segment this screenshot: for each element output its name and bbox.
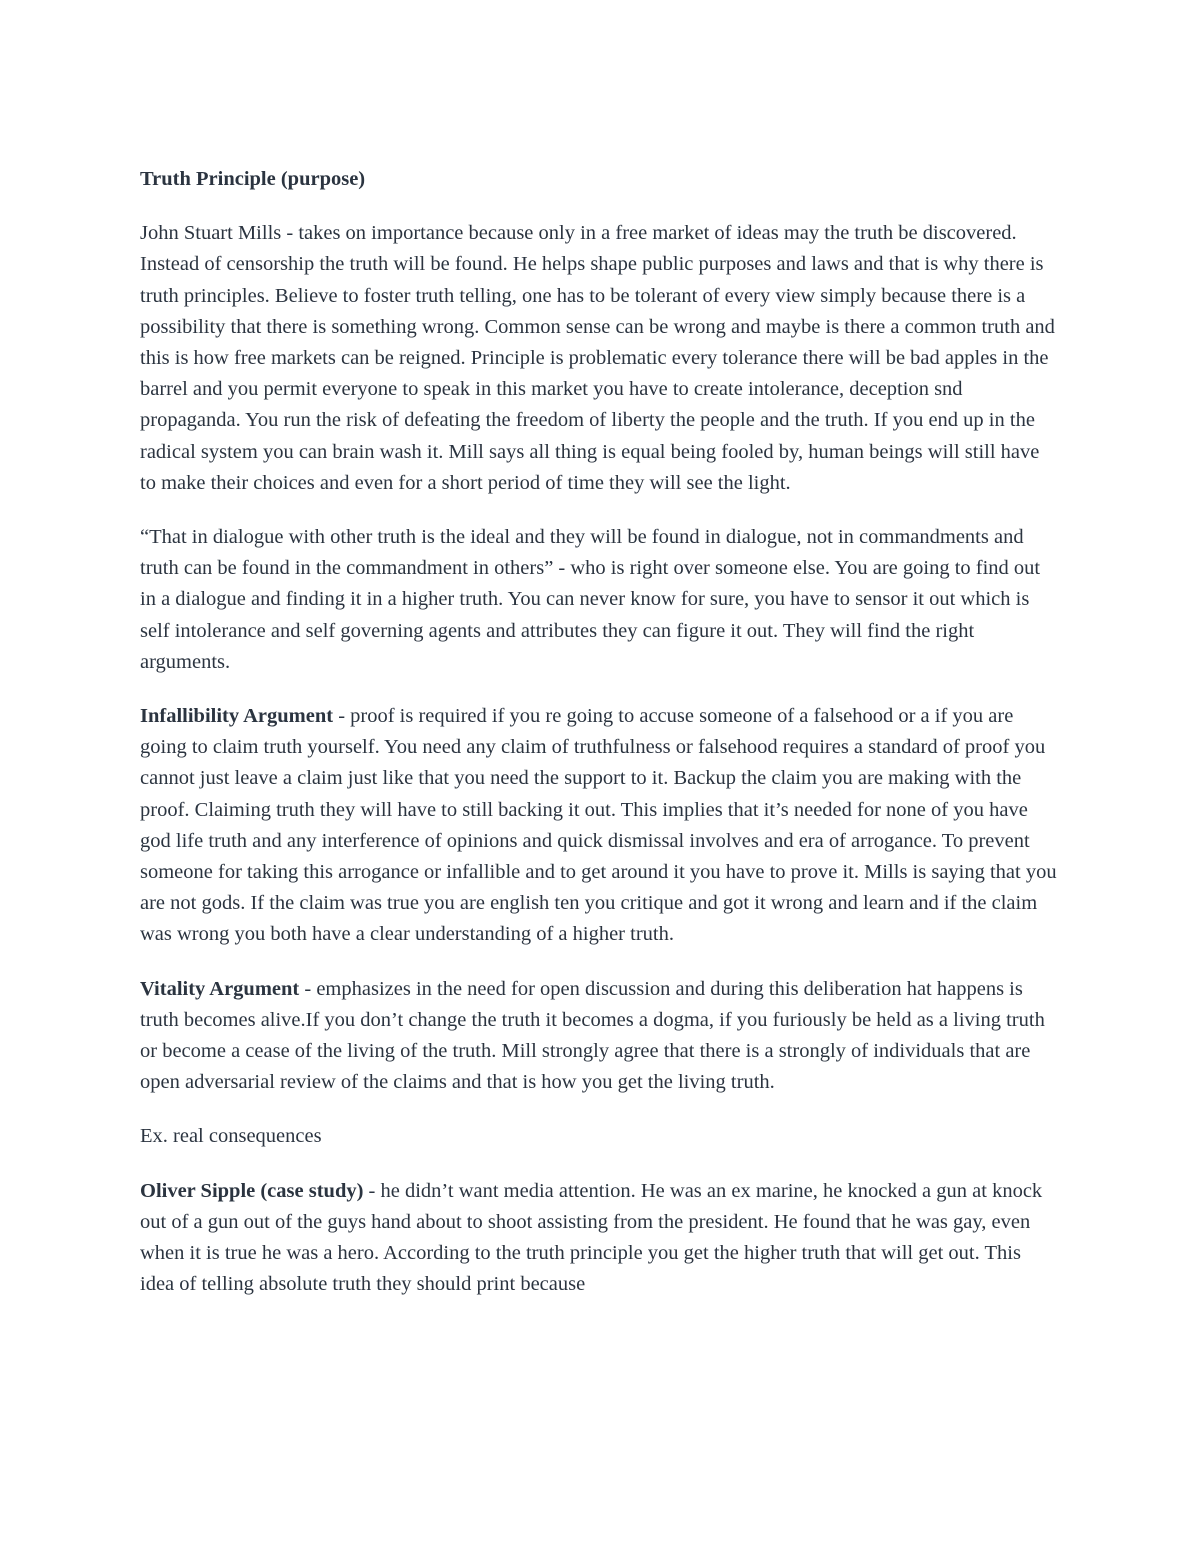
paragraph-example: Ex. real consequences — [140, 1125, 322, 1148]
paragraph-sipple-case — [140, 1176, 1060, 1301]
vitality-text: - emphasizes in the need for open discussion and during this deliberation hat happens is truth becomes alive.If you don’t change the truth it becomes a dogma, if you furiously be held as a living truth or become a cease of the living of the truth. Mill strongly agree that there is a strongly of individuals that are open adversarial review of the claims and that is how you get the living truth. — [140, 977, 1045, 1094]
infallibility-text: - proof is required if you re going to accuse someone of a falsehood or a if you are going to claim truth yourself. You need any claim of truthfulness or falsehood requires a standard of proof you cannot just leave a claim just like that you need the support to it. Backup the claim you are making with the proof. Claiming truth they will have to still backing it out. This implies that it’s needed for none of you have god life truth and any interference of opinions and quick dismissal involves and era of arrogance. To prevent someone for taking this arrogance or infallible and to get around it you have to prove it. Mills is saying that you are not gods. If the claim was true you are english ten you critique and got it wrong and learn and if the claim was wrong you both have a clear understanding of a higher truth. — [140, 705, 1057, 946]
term-oliver-sipple: Oliver Sipple (case study) — [140, 1179, 364, 1202]
paragraph-mills-intro: John Stuart Mills - takes on importance because only in a free market of ideas may the truth be discovered. Instead of censorship the truth will be found. He helps shape public purposes and laws and that is why there is truth principles. Believe to foster truth telling, one has to be tolerant of every view simply because there is a possibility that there is something wrong. Common sense can be wrong and maybe is there a common truth and this is how free markets can be reigned. Principle is problematic every tolerance there will be bad apples in the barrel and you permit everyone to speak in this market you have to create intolerance, deception snd propaganda. You run the risk of defeating the freedom of liberty the people and the truth. If you end up in the radical system you can brain wash it. Mill says all thing is equal being fooled by, human beings will still have to make their choices and even for a short period of time they will see the light. — [140, 222, 1055, 494]
paragraph-dialogue-quote: “That in dialogue with other truth is the ideal and they will be found in dialogue, not in commandments and truth can be found in the commandment in others” - who is right over someone else. You are going to find out in a dialogue and finding it in a higher truth. You can never know for sure, you have to sensor it out which is self intolerance and self governing agents and attributes they can figure it out. They will find the right arguments. — [140, 526, 1041, 673]
section-heading: Truth Principle (purpose) — [140, 168, 366, 190]
paragraph-vitality — [140, 974, 1060, 1099]
paragraph-infallibility — [140, 701, 1060, 951]
term-infallibility-argument: Infallibility Argument — [140, 705, 334, 728]
document-page — [140, 164, 1060, 1324]
term-vitality-argument: Vitality Argument — [140, 977, 300, 1000]
sipple-text: - he didn’t want media attention. He was an ex marine, he knocked a gun at knock out of a gun out of the guys hand about to shoot assisting from the president. He found that he was gay, even when it is true he was a hero. According to the truth principle you get the higher truth that will get out. This idea of telling absolute truth they should print because — [140, 1179, 1043, 1296]
